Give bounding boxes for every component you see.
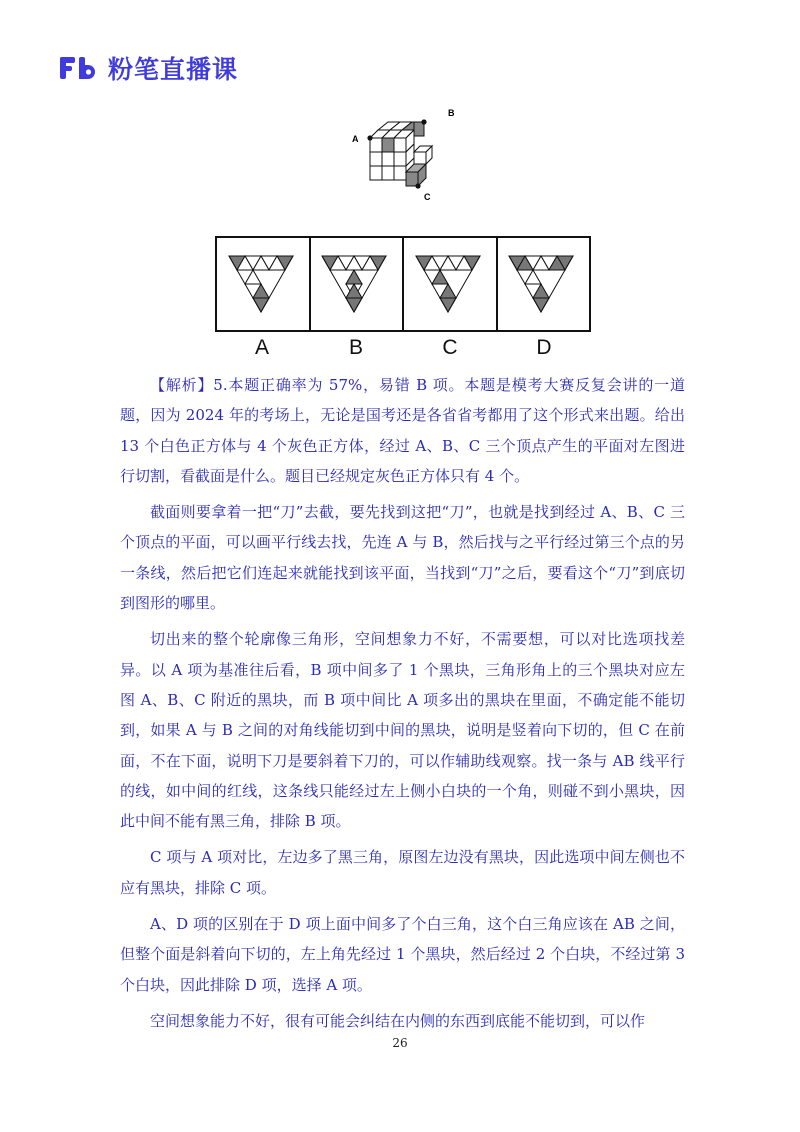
option-b-triangle-pattern	[316, 248, 396, 320]
option-c-figure	[404, 238, 498, 330]
vertex-label-c: C	[424, 192, 431, 202]
vertex-label-a: A	[352, 134, 359, 144]
option-c-triangle-pattern	[410, 248, 490, 320]
brand-name: 粉笔直播课	[108, 55, 239, 84]
vertex-b	[421, 119, 426, 124]
analysis-paragraph: 切出来的整个轮廓像三角形，空间想象力不好，不需要想，可以对比选项找差异。以 A 项为基准往后看，B 项中间多了 1 个黑块，三角形角上的三个黑块对应左图 A、B、C 附近的黑块，而 B 项中间比 A 项多出的黑块在里面，不确定能不能切到，如果 A 与 B 之间的对角线能切到中间的黑块，说明是竖着向下切的，但 C 在前面，不在下面，说明下刀是要斜着下刀的，可以作辅助线观察。找一条与 AB 线平行的线，如中间的红线，这条线只能经过左上侧小白块的一个角，则碰不到小黑块，因此中间不能有黑三角，排除 B 项。	[120, 630, 685, 831]
vertex-label-b: B	[448, 108, 455, 118]
option-b-figure	[311, 238, 405, 330]
fb-logo-icon	[58, 54, 100, 82]
page-number: 26	[392, 1036, 408, 1050]
cube-figure	[348, 100, 458, 210]
option-d-triangle-pattern	[503, 248, 583, 320]
option-letter-d: D	[536, 336, 552, 359]
brand-header	[58, 48, 238, 88]
cube-stack-drawing	[348, 100, 458, 210]
analysis-paragraph: 空间想象能力不好，很有可能会纠结在内侧的东西到底能不能切到，可以作	[150, 1011, 646, 1030]
analysis-section	[120, 370, 685, 1042]
options-figure-row	[215, 236, 591, 332]
option-a-triangle-pattern	[223, 248, 303, 320]
analysis-paragraph: 【解析】5.本题正确率为 57%，易错 B 项。本题是模考大赛反复会讲的一道题，因为 2024 年的考场上，无论是国考还是各省省考都用了这个形式来出题。给出 13 个白色正方体与 4 个灰色正方体，经过 A、B、C 三个顶点产生的平面对左图进行切割，看截面是什么。题目已经规定灰色正方体只有 4 个。	[120, 376, 685, 485]
vertex-a	[367, 135, 372, 140]
analysis-paragraph: A、D 项的区别在于 D 项上面中间多了个白三角，这个白三角应该在 AB 之间，但整个面是斜着向下切的，左上角先经过 1 个黑块，然后经过 2 个白块，不经过第 3 个白块，因此排除 D 项，选择 A 项。	[120, 915, 685, 994]
option-a-figure	[217, 238, 311, 330]
option-letter-b: B	[348, 336, 363, 359]
option-letters-row	[215, 336, 591, 360]
vertex-c	[415, 183, 420, 188]
option-letter-a: A	[254, 336, 269, 359]
analysis-paragraph: C 项与 A 项对比，左边多了黑三角，原图左边没有黑块，因此选项中间左侧也不应有黑块，排除 C 项。	[120, 848, 685, 897]
option-letter-c: C	[442, 336, 458, 359]
option-d-figure	[498, 238, 590, 330]
analysis-paragraph: 截面则要拿着一把“刀”去截，要先找到这把“刀”，也就是找到经过 A、B、C 三个顶点的平面，可以画平行线去找，先连 A 与 B，然后找与之平行经过第三个点的另一条线，然后把它们连起来就能找到该平面，当找到“刀”之后，要看这个“刀”到底切到图形的哪里。	[120, 503, 685, 613]
